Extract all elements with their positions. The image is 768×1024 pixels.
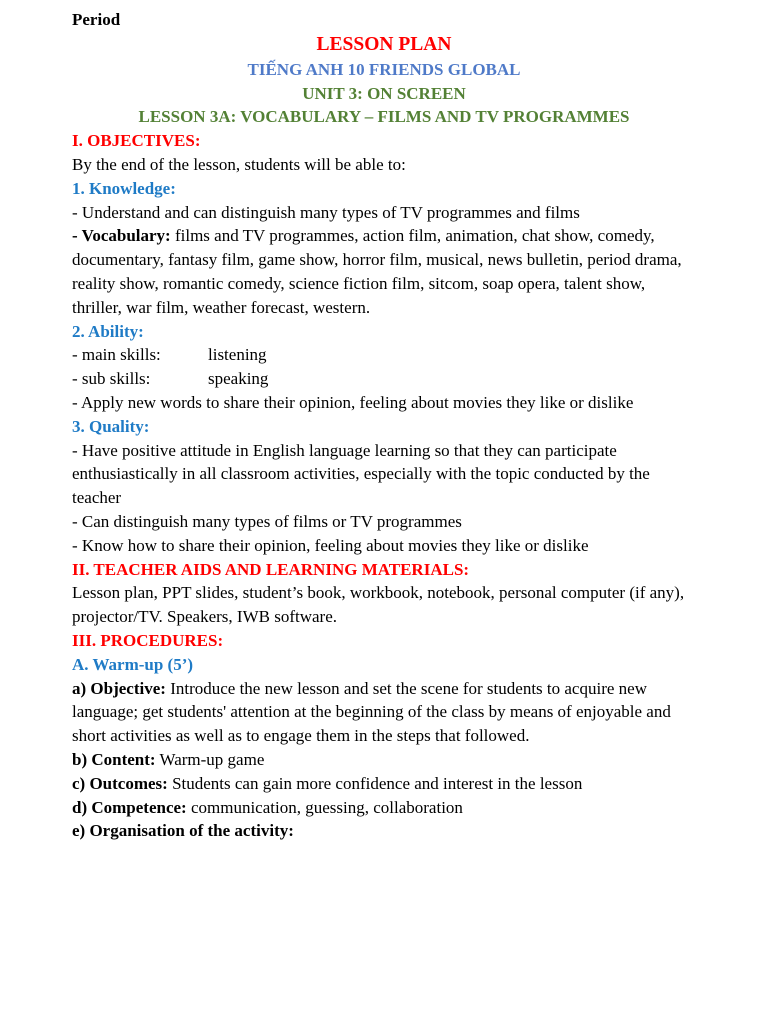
competence-label: d) Competence: bbox=[72, 797, 187, 817]
objective-text: Introduce the new lesson and set the scene for students to acquire new language; get students' attention at the beginning of the class by means of enjoyable and short activities as well as to engage them in the steps that followed. bbox=[72, 678, 671, 746]
sub-skills-value: speaking bbox=[208, 369, 269, 389]
competence-text: communication, guessing, collaboration bbox=[186, 797, 463, 817]
objective-label: a) Objective: bbox=[72, 678, 166, 698]
vocabulary-text: films and TV programmes, action film, animation, chat show, comedy, documentary, fantasy film, game show, horror film, musical, news bulletin, period drama, reality show, romantic comedy, science fiction film, sitcom, soap opera, talent show, thriller, war film, weather forecast, western. bbox=[72, 226, 682, 317]
course-title: TIẾNG ANH 10 FRIENDS GLOBAL bbox=[247, 59, 521, 79]
main-skills-row bbox=[72, 343, 696, 367]
quality-heading: 3. Quality: bbox=[72, 416, 150, 436]
procedures-heading: III. PROCEDURES: bbox=[72, 630, 224, 650]
warmup-heading: A. Warm-up (5’) bbox=[72, 654, 194, 674]
page-title: LESSON PLAN bbox=[316, 33, 452, 55]
objectives-heading: I. OBJECTIVES: bbox=[72, 131, 201, 151]
lesson-title: LESSON 3A: VOCABULARY – FILMS AND TV PROGRAMMES bbox=[138, 107, 630, 127]
main-skills-label: - main skills: bbox=[72, 345, 161, 365]
ability-apply: - Apply new words to share their opinion, feeling about movies they like or dislike bbox=[72, 392, 634, 412]
quality-line-2: - Can distinguish many types of films or TV programmes bbox=[72, 511, 462, 531]
unit-title: UNIT 3: ON SCREEN bbox=[302, 83, 466, 103]
main-skills-value: listening bbox=[208, 345, 267, 365]
knowledge-heading: 1. Knowledge: bbox=[72, 178, 176, 198]
sub-skills-row bbox=[72, 367, 696, 391]
competence-paragraph bbox=[72, 796, 696, 820]
outcomes-paragraph bbox=[72, 772, 696, 796]
content-label: b) Content: bbox=[72, 749, 156, 769]
ability-heading: 2. Ability: bbox=[72, 321, 144, 341]
content-text: Warm-up game bbox=[155, 749, 265, 769]
vocabulary-label: - Vocabulary: bbox=[72, 226, 171, 246]
knowledge-line: - Understand and can distinguish many types of TV programmes and films bbox=[72, 202, 580, 222]
objective-paragraph bbox=[72, 677, 696, 748]
period-label: Period bbox=[72, 10, 121, 29]
materials-text: Lesson plan, PPT slides, student’s book, workbook, notebook, personal computer (if any), projector/TV. Speakers, IWB software. bbox=[72, 583, 685, 627]
objectives-intro: By the end of the lesson, students will be able to: bbox=[72, 154, 406, 174]
content-paragraph bbox=[72, 748, 696, 772]
quality-line-1: - Have positive attitude in English language learning so that they can participate enthusiastically in all classroom activities, especially with the topic conducted by the teacher bbox=[72, 440, 650, 508]
quality-line-3: - Know how to share their opinion, feeling about movies they like or dislike bbox=[72, 535, 589, 555]
outcomes-label: c) Outcomes: bbox=[72, 773, 168, 793]
materials-heading: II. TEACHER AIDS AND LEARNING MATERIALS: bbox=[72, 559, 470, 579]
organisation-label: e) Organisation of the activity: bbox=[72, 821, 294, 841]
sub-skills-label: - sub skills: bbox=[72, 369, 151, 389]
outcomes-text: Students can gain more confidence and interest in the lesson bbox=[167, 773, 583, 793]
vocabulary-paragraph bbox=[72, 224, 696, 319]
